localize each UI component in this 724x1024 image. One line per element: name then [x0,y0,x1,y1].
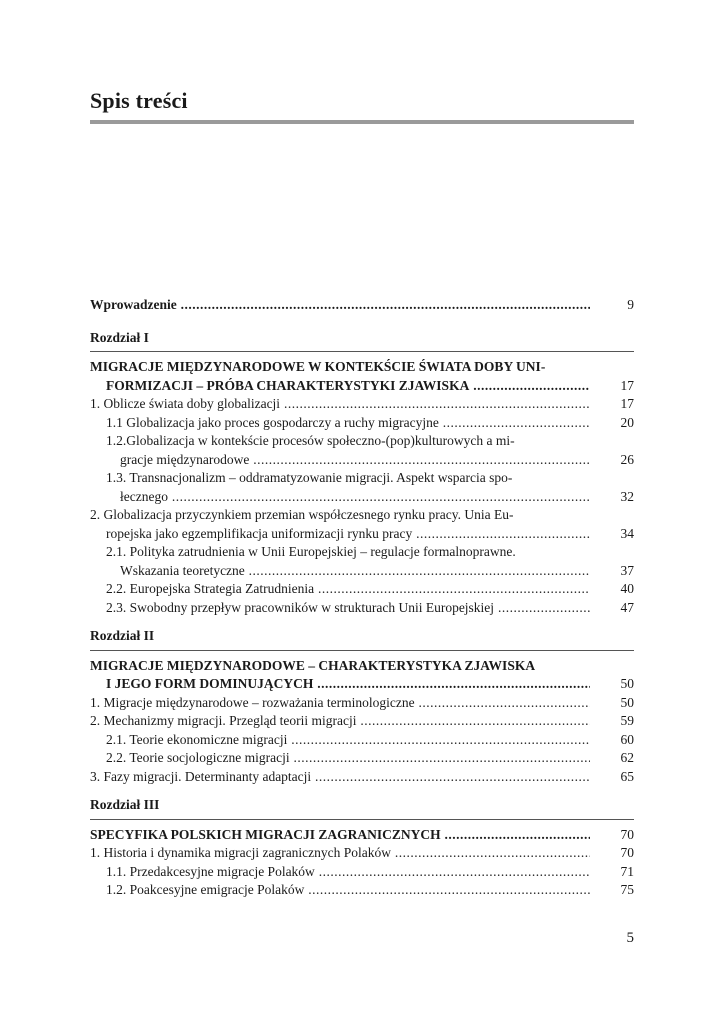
toc-page-number: 50 [620,676,634,691]
chapter-label: Rozdział III [90,797,160,812]
toc-page-number: 17 [620,396,634,411]
toc-entry: 1. Oblicze świata doby globalizacji ..... 17 [90,395,634,414]
toc-entry: 3. Fazy migracji. Determinanty adaptacji ..... 65 [90,768,634,787]
toc-page-number: 40 [620,581,634,596]
toc-page-number: 75 [620,882,634,897]
chapter-divider [90,819,634,820]
toc-entry-label: Wprowadzenie ..... [90,296,590,315]
toc-page-number: 70 [620,845,634,860]
chapter-label: Rozdział II [90,628,155,643]
chapter-divider [90,650,634,651]
chapter-heading: I JEGO FORM DOMINUJĄCYCH ..... 50 [90,675,634,694]
toc-entry: 1.2.Globalizacja w kontekście procesów społeczno-(pop)kulturowych a mi- [106,433,515,448]
toc-entry: gracje międzynarodowe ..... 26 [90,451,634,470]
chapter-heading: SPECYFIKA POLSKICH MIGRACJI ZAGRANICZNYCH ..... 70 [90,826,634,845]
toc-entry: 1.1. Przedakcesyjne migracje Polaków ..... 71 [90,863,634,882]
toc-page-number: 60 [620,731,634,747]
toc-page-number: 34 [620,525,634,541]
toc-page-number: 65 [620,768,634,784]
table-of-contents [90,296,634,900]
page-number: 5 [626,930,634,946]
toc-entry: Wskazania teoretyczne ..... 37 [90,562,634,581]
toc-entry: 2.1. Teorie ekonomiczne migracji ..... 60 [90,731,634,750]
page-title: Spis treści [90,88,188,113]
toc-entry: ropejska jako egzemplifikacja uniformizacji rynku pracy ..... 34 [90,525,634,544]
toc-page-number: 20 [620,414,634,430]
toc-page-number: 71 [620,863,634,879]
title-rule [90,120,634,124]
toc-page-number: 70 [620,826,634,842]
toc-entry: 1.3. Transnacjonalizm – oddramatyzowanie migracji. Aspekt wsparcia spo- [106,470,513,485]
toc-page-number: 9 [627,297,634,312]
toc-page-number: 26 [620,451,634,467]
toc-entry-intro [90,296,634,315]
toc-entry: 2.1. Polityka zatrudnienia w Unii Europejskiej – regulacje formalnoprawne. [106,544,516,559]
toc-page-number: 50 [620,694,634,710]
chapter-divider [90,351,634,352]
toc-entry: 1.1 Globalizacja jako proces gospodarczy a ruchy migracyjne ..... 20 [90,414,634,433]
chapter-heading: MIGRACJE MIĘDZYNARODOWE – CHARAKTERYSTYKA ZJAWISKA [90,657,536,673]
toc-entry: 1. Historia i dynamika migracji zagranicznych Polaków ..... 70 [90,844,634,863]
toc-entry: 2.2. Europejska Strategia Zatrudnienia ..... 40 [90,580,634,599]
chapter-label: Rozdział I [90,329,149,345]
toc-page-number: 62 [620,750,634,765]
toc-entry: 2. Globalizacja przyczynkiem przemian współczesnego rynku pracy. Unia Eu- [90,507,514,522]
toc-entry: łecznego ..... 32 [90,488,634,507]
toc-entry: 2.3. Swobodny przepływ pracowników w strukturach Unii Europejskiej ..... 47 [90,599,634,618]
chapter-heading: MIGRACJE MIĘDZYNARODOWE W KONTEKŚCIE ŚWIATA DOBY UNI- [90,359,546,374]
toc-page-number: 59 [620,713,634,728]
toc-page-number: 37 [620,562,634,578]
toc-page-number: 17 [620,377,634,393]
toc-entry: 1. Migracje międzynarodowe – rozważania terminologiczne ..... 50 [90,694,634,713]
toc-entry: 1.2. Poakcesyjne emigracje Polaków ..... 75 [90,881,634,900]
toc-entry: 2. Mechanizmy migracji. Przegląd teorii migracji ..... 59 [90,712,634,731]
chapter-heading: FORMIZACJI – PRÓBA CHARAKTERYSTYKI ZJAWISKA ..... 17 [90,377,634,396]
toc-entry: 2.2. Teorie socjologiczne migracji ..... 62 [90,749,634,768]
toc-page-number: 32 [620,488,634,504]
toc-page-number: 47 [620,599,634,615]
